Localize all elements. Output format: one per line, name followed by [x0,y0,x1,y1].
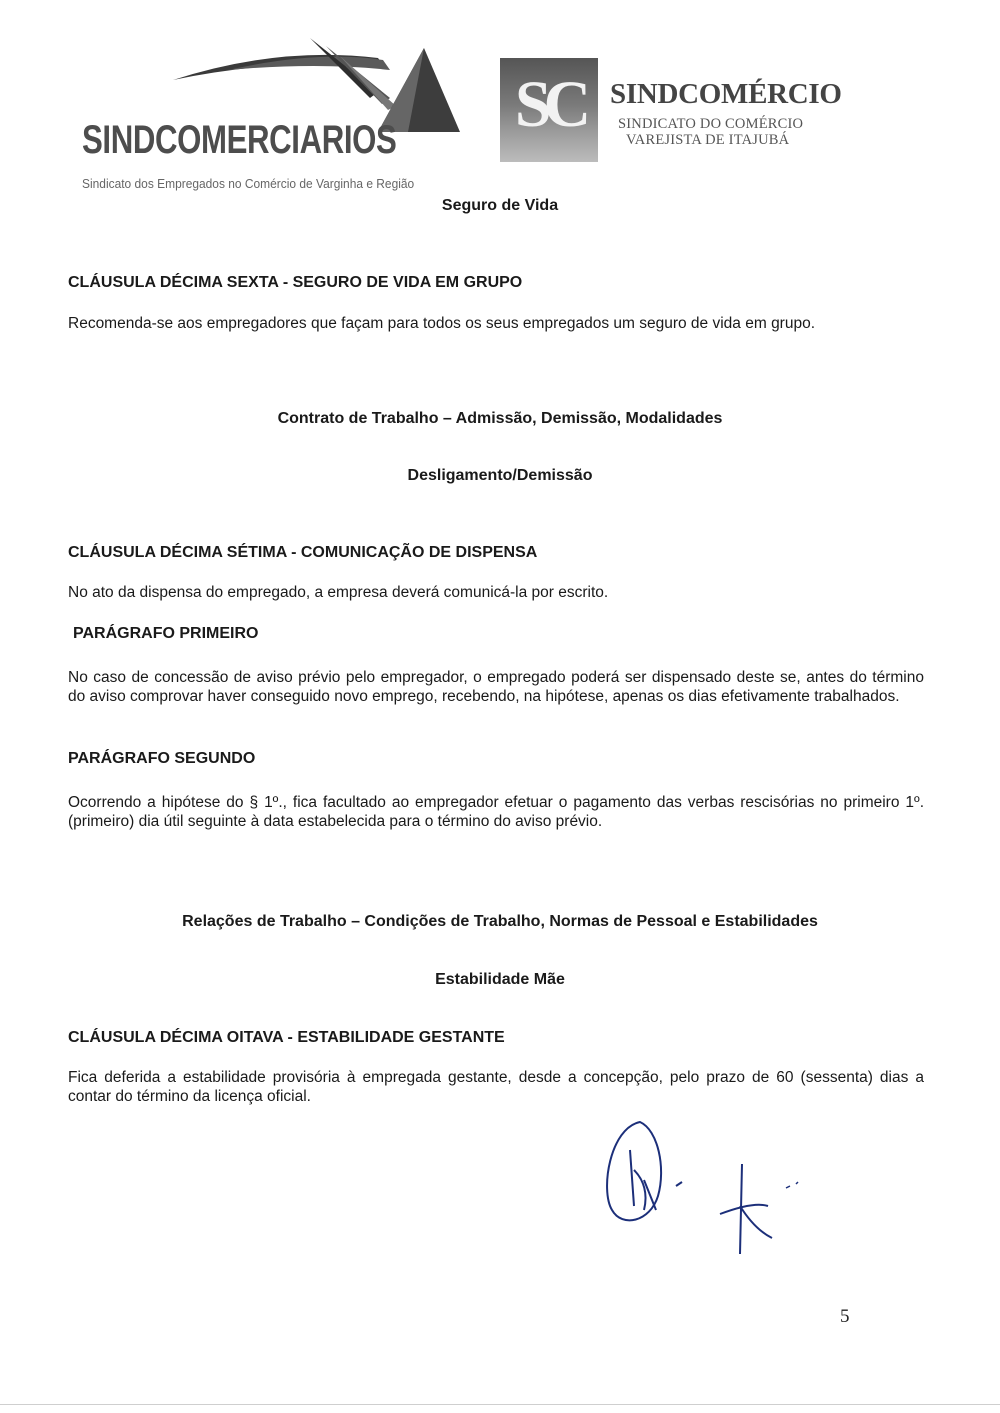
clause-18-text: Fica deferida a estabilidade provisória à empregada gestante, desde a concepção, pelo prazo de 60 (sessenta) dias a contar do término da licença oficial. [68,1069,924,1105]
sindcomerciarios-logo [78,36,478,191]
section-title-relacoes: Relações de Trabalho – Condições de Trabalho, Normas de Pessoal e Estabilidades [182,913,818,930]
paragraph-2-title: PARÁGRAFO SEGUNDO [68,750,256,767]
page-number: 5 [840,1306,850,1327]
section-title-seguro: Seguro de Vida [441,197,559,214]
brand-subtitle: Sindicato dos Empregados no Comércio de Varginha e Região [82,176,415,191]
bottom-rule [0,1404,1000,1405]
paragraph-1-text: No caso de concessão de aviso prévio pelo empregador, o empregado poderá ser dispensado deste se, antes do término do aviso comprovar haver conseguido novo emprego, recebendo, na hipótese, apenas os dias efetivamente trabalhados. [68,669,924,705]
sindcomercio-name: SINDCOMÉRCIO [610,78,842,110]
section-title-contrato: Contrato de Trabalho – Admissão, Demissão, Modalidades [277,410,723,427]
handwritten-signature [600,1110,830,1270]
clause-18-title: CLÁUSULA DÉCIMA OITAVA - ESTABILIDADE GESTANTE [68,1029,505,1046]
sindcomercio-line2: VAREJISTA DE ITAJUBÁ [626,132,790,148]
clause-16-title: CLÁUSULA DÉCIMA SEXTA - SEGURO DE VIDA EM GRUPO [68,274,523,291]
sindcomercio-logo [500,58,880,168]
paragraph-2-text: Ocorrendo a hipótese do § 1º., fica facultado ao empregador efetuar o pagamento das verbas rescisórias no primeiro 1º. (primeiro) dia útil seguinte à data estabelecida para o término do aviso prévio. [68,794,924,830]
clause-17-title: CLÁUSULA DÉCIMA SÉTIMA - COMUNICAÇÃO DE DISPENSA [68,544,538,561]
brand-name: SINDCOMERCIARIOS [82,118,397,162]
clause-17-text: No ato da dispensa do empregado, a empresa deverá comunicá-la por escrito. [68,584,609,601]
sindcomercio-line1: SINDICATO DO COMÉRCIO [618,116,804,132]
paragraph-1-title: PARÁGRAFO PRIMEIRO [73,625,259,642]
section-title-estabilidade: Estabilidade Mãe [435,971,565,988]
sc-mark [500,58,598,162]
sc-mark-text: SC [514,68,584,141]
clause-16-text: Recomenda-se aos empregadores que façam para todos os seus empregados um seguro de vida em grupo. [68,315,816,332]
section-title-desligamento: Desligamento/Demissão [407,467,593,484]
